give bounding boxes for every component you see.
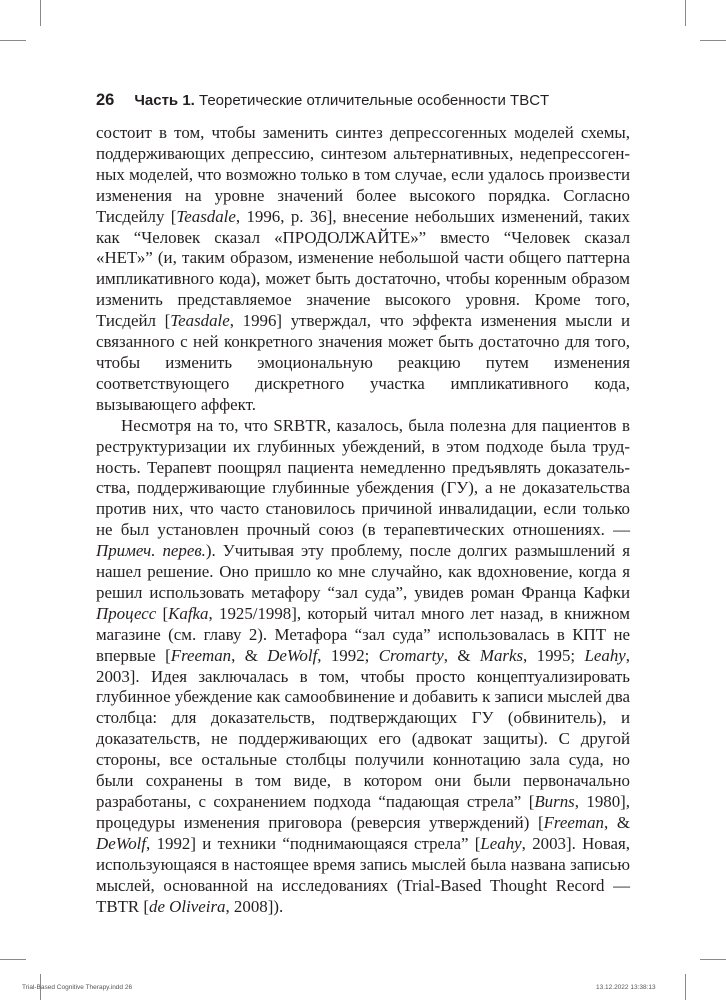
italic-run: de Oliveira	[149, 896, 226, 916]
text-run: , 1996] утверждал, что эффекта изменения мысли и связанного с ней конкретного значения может быть достаточно для того, чтобы изменить эмоциональную реакцию путем изменения соответствующего дискретного участка импликативного кода, вызывающего аффект.	[96, 311, 630, 414]
text-run: [	[156, 603, 169, 623]
italic-run: Freeman	[170, 645, 232, 665]
page-number: 26	[96, 91, 115, 109]
part-label: Часть 1.	[134, 92, 195, 109]
crop-mark-right-upper	[700, 40, 726, 41]
paragraph-1	[96, 123, 630, 416]
crop-mark-top-left	[40, 0, 41, 26]
italic-run: Freeman	[543, 812, 604, 832]
crop-mark-left-lower	[0, 959, 26, 960]
text-run: , &	[443, 645, 480, 665]
crop-mark-left-upper	[0, 40, 26, 41]
text-run: состоит в том, чтобы заменить синтез депрессогенных моделей схемы, поддерживающих депрессию, синтезом альтернативных, недепрессогенных моделей, что возможно только в том случае, если удалось произвести изменения на уровне значений более высокого порядка. Согласно Тисдейлу [	[96, 123, 630, 226]
italic-run: Leahy	[584, 645, 626, 665]
italic-run: Teasdale	[170, 311, 230, 331]
slug-datetime: 13.12.2022 13:38:13	[596, 984, 656, 991]
text-run: , 1980], процедуры изменения приговора (реверсия утверждений) [	[96, 792, 630, 832]
paragraph-2	[96, 416, 630, 918]
slug-filename: Trial-Based Cognitive Therapy.indd 26	[22, 984, 133, 991]
italic-run: Leahy	[480, 833, 522, 853]
crop-mark-bottom-right	[685, 974, 686, 1000]
text-run: , 1996, p. 36], внесение небольших изменений, таких как “Человек сказал «ПРОДОЛЖАЙТЕ»” вместо “Человек сказал «НЕТ»” (и, таким образом, изменение небольшой части общего паттерна импликативного кода), может быть достаточно, чтобы коренным образом изменить представляемое значение высокого уровня. Кроме того, Тисдейл [	[96, 206, 630, 331]
text-run: , &	[231, 645, 268, 665]
italic-run: Teasdale	[176, 206, 236, 226]
italic-run: Процесс	[96, 603, 157, 623]
crop-mark-top-right	[685, 0, 686, 26]
text-run: , 1995;	[523, 645, 585, 665]
body-text	[96, 123, 630, 917]
text-run: , 1992] и техники “поднимающаяся стрела” [	[146, 833, 481, 853]
text-run: , 2003]. Новая, использующаяся в настоящее время запись мыслей была названа записью мыслей, основанной на исследованиях (Trial-Based Thought Record — TBTR [	[96, 833, 630, 916]
text-run: Несмотря на то, что SRBTR, казалось, была полезна для пациентов в реструктуризации их глубинных убеждений, в этом подходе была трудность. Терапевт поощрял пациента немедленно предъявлять доказательства, поддерживающие глубинные убеждения (ГУ), а не доказательства против них, что часто становилось причиной инвалидации, если только не был установлен прочный союз (в терапевтических отношениях. —	[96, 415, 630, 540]
italic-run: Cromarty	[378, 645, 444, 665]
crop-mark-right-lower	[700, 959, 726, 960]
text-run: , &	[603, 812, 630, 832]
text-run: , 1925/1998], который читал много лет назад, в книжном магазине (см. главу 2). Метафора “зал суда” использовалась в КПТ не впервые [	[96, 603, 630, 665]
italic-run: Marks	[479, 645, 524, 665]
text-run: , 1992;	[317, 645, 379, 665]
text-run: , 2008]).	[225, 896, 284, 916]
italic-run: Burns	[534, 792, 575, 811]
italic-run: DeWolf	[267, 645, 318, 665]
part-title: Теоретические отличительные особенности TBCT	[199, 92, 550, 109]
italic-run: Примеч. перев.	[96, 541, 206, 561]
italic-run: Kafka	[168, 603, 209, 623]
text-run: , 2003]. Идея заключалась в том, чтобы просто концептуализировать глубинное убеждение как самообвинение и добавить к записи мыслей два столбца: для доказательств, подтверждающих ГУ (обвинитель), и доказательств, не поддерживающих его (адвокат защиты). С другой стороны, все остальные столбцы получили коннотацию зала суда, но были сохранены в том виде, в котором они были первоначально разработаны, с сохранением подхода “падающая стрела” [	[96, 645, 630, 811]
text-run: ). Учитывая эту проблему, после долгих размышлений я нашел решение. Оно пришло ко мне случайно, как вдохновение, когда я решил использовать метафору “зал суда”, увидев роман Франца Кафки	[96, 541, 630, 602]
running-head	[96, 90, 630, 111]
italic-run: DeWolf	[96, 833, 147, 853]
